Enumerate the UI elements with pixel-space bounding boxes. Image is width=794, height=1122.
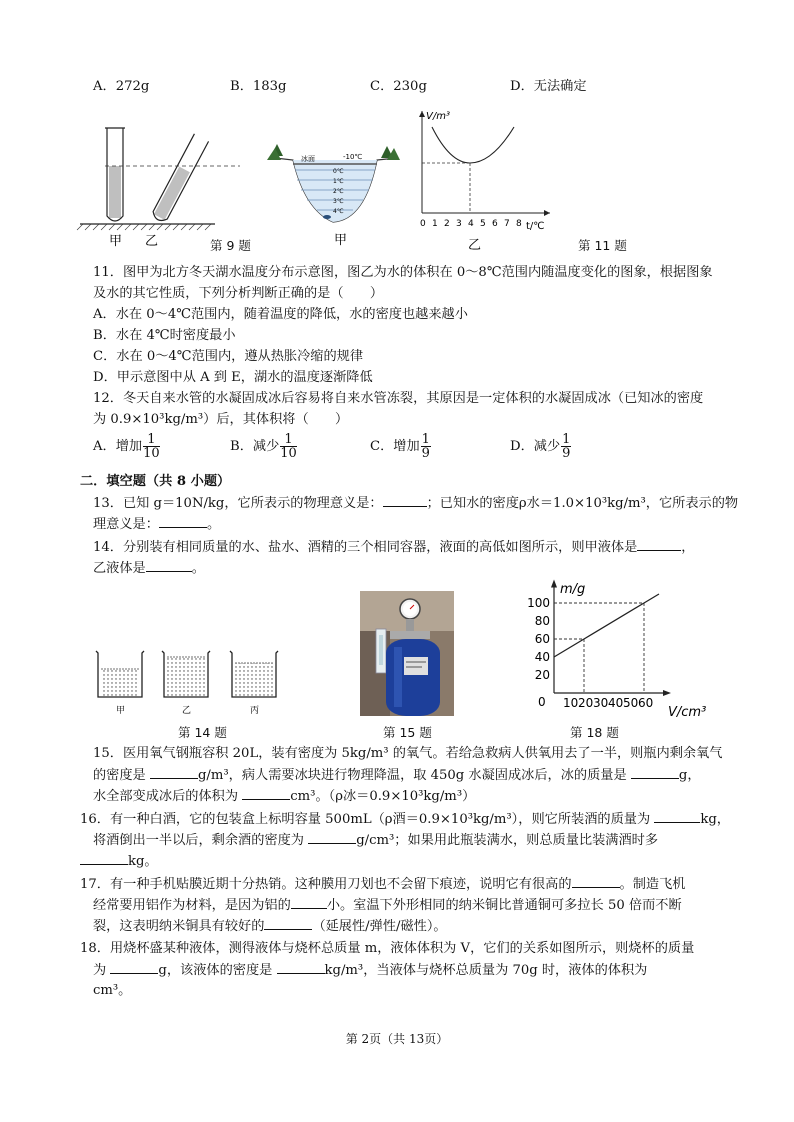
q13-line2: 理意义是： 。 xyxy=(93,513,220,535)
figure-11-volume-graph xyxy=(410,105,560,253)
fig18-caption: 第 18 题 xyxy=(570,725,619,740)
chart-y-tick-label: 20 xyxy=(534,668,550,682)
fig14-caption: 第 14 题 xyxy=(178,725,227,740)
q17-line3: 裂，这表明纳米铜具有较好的 （延展性/弹性/磁性）。 xyxy=(93,915,447,937)
q10-option-a: A．272g xyxy=(93,79,150,94)
q16-line1: 16．有一种白酒，它的包装盒上标明容量 500mL（ρ酒＝0.9×10³kg/m³），则它所装酒的质量为 kg， xyxy=(80,808,730,830)
chart-y-axis-label: m/g xyxy=(560,582,586,597)
svg-text:5: 5 xyxy=(480,219,486,229)
q17-line2: 经常要用铝作为材料，是因为铝的 小。室温下外形相同的纳米铜比普通铜可多拉长 50 倍而不断 xyxy=(93,894,682,916)
fig11-layer-1: 1℃ xyxy=(333,178,344,185)
chart-y-tick-label: 100 xyxy=(527,596,550,610)
fish-icon xyxy=(323,215,331,219)
q11-option-d: D．甲示意图中从 A 到 E，湖水的温度逐渐降低 xyxy=(93,370,373,385)
chart-y-tick-label: 40 xyxy=(534,650,550,664)
fig11-layer-2: 2℃ xyxy=(333,188,344,195)
chart-x-tick-label: 50 xyxy=(623,696,639,710)
fig9-label-yi: 乙 xyxy=(145,234,159,249)
svg-text:7: 7 xyxy=(504,219,510,229)
chart-y-tick-label: 60 xyxy=(534,632,550,646)
q16-line3: kg。 xyxy=(80,850,158,872)
figure-18-mass-volume-chart xyxy=(527,578,720,720)
q12-stem-line2: 为 0.9×10³kg/m³）后，其体积将（ ） xyxy=(93,412,349,427)
q15-line1: 15．医用氧气钢瓶容积 20L，装有密度为 5kg/m³ 的氧气。若给急救病人供氧用去了一半，则瓶内剩余氧气 xyxy=(93,746,723,761)
fig11-ice-label: 冰面 xyxy=(301,155,315,163)
fig11-layer-3: 3℃ xyxy=(333,198,344,205)
fig9-caption: 第 9 题 xyxy=(210,238,251,253)
q15-line2: 的密度是 g/m³，病人需要冰块进行物理降温，取 450g 水凝固成冰后，冰的质量是 g， xyxy=(93,764,701,786)
q12-option-c: C．增加 $\frac{1}{9}$ xyxy=(370,432,430,461)
chart-x-tick-label: 20 xyxy=(578,696,594,710)
chart-x-axis-label: V/cm³ xyxy=(668,705,707,720)
q15-line3: 水全部变成冰后的体积为 cm³。（ρ冰＝0.9×10³kg/m³） xyxy=(93,785,475,807)
q11-option-c: C．水在 0～4℃范围内，遵从热胀冷缩的规律 xyxy=(93,349,364,364)
q11-stem-line2: 及水的其它性质，下列分析判断正确的是（ ） xyxy=(93,286,384,301)
chart-x-tick-label: 30 xyxy=(593,696,609,710)
chart-series-line-0 xyxy=(554,594,659,657)
fig11-temp-label: -10℃ xyxy=(343,153,363,161)
svg-text:6: 6 xyxy=(492,219,498,229)
figure-11-lake xyxy=(265,140,405,250)
fig9-label-jia: 甲 xyxy=(109,234,123,249)
fig14-label-jia: 甲 xyxy=(116,706,126,716)
q11-option-b: B．水在 4℃时密度最小 xyxy=(93,328,236,343)
fig11-caption: 第 11 题 xyxy=(578,238,627,253)
svg-text:2: 2 xyxy=(444,219,450,229)
chart-x-tick-label: 60 xyxy=(638,696,654,710)
chart-x-axis-arrow xyxy=(663,690,671,696)
fig11-layer-0: 0℃ xyxy=(333,168,344,175)
figure-14-beakers xyxy=(90,645,280,720)
q10-option-d: D．无法确定 xyxy=(510,79,587,94)
q14-line2: 乙液体是 。 xyxy=(93,557,205,579)
chart-x-tick-label: 10 xyxy=(563,696,579,710)
fig14-label-yi: 乙 xyxy=(182,706,192,716)
q17-line1: 17．有一种手机贴膜近期十分热销。这种膜用刀划也不会留下痕迹，说明它有很高的 。制造飞机 xyxy=(80,873,685,895)
beaker-bing xyxy=(230,651,278,697)
fig11-t-axis-label: t/℃ xyxy=(526,221,545,232)
chart-x-tick-label: 40 xyxy=(608,696,624,710)
figure-9-test-tubes xyxy=(75,120,250,250)
q12-stem-line1: 12．冬天自来水管的水凝固成冰后容易将自来水管冻裂，其原因是一定体积的水凝固成冰（已知冰的密度 xyxy=(93,391,704,406)
beaker-yi xyxy=(162,651,210,697)
svg-text:4: 4 xyxy=(468,219,474,229)
q18-line3: cm³。 xyxy=(93,983,132,998)
fig11-label-yi: 乙 xyxy=(468,238,482,253)
fig14-label-bing: 丙 xyxy=(250,706,260,716)
svg-text:3: 3 xyxy=(456,219,462,229)
q12-option-b: B．减少 $\frac{1}{10}$ xyxy=(230,432,297,461)
fig11-v-axis-label: V/m³ xyxy=(426,111,450,122)
svg-text:0: 0 xyxy=(420,219,426,229)
q10-option-c: C．230g xyxy=(370,79,427,94)
svg-text:1: 1 xyxy=(432,219,438,229)
beaker-jia xyxy=(96,651,144,697)
chart-origin-label: 0 xyxy=(538,695,546,709)
fig11-ticks xyxy=(420,219,522,229)
fig11-layer-4: 4℃ xyxy=(333,208,344,215)
q11-stem-line1: 11．图甲为北方冬天湖水温度分布示意图，图乙为水的体积在 0～8℃范围内随温度变化的图象，根据图象 xyxy=(93,265,713,280)
q12-option-a: A．增加 $\frac{1}{10}$ xyxy=(93,432,160,461)
section-2-heading: 二．填空题（共 8 小题） xyxy=(80,474,231,489)
q16-line2: 将酒倒出一半以后，剩余酒的密度为 g/cm³；如果用此瓶装满水，则总质量比装满酒时多 xyxy=(93,829,658,851)
fig15-caption: 第 15 题 xyxy=(383,725,432,740)
chart-y-axis-arrow xyxy=(551,580,557,588)
q10-option-b: B．183g xyxy=(230,79,287,94)
q14-line1: 14．分别装有相同质量的水、盐水、酒精的三个相同容器，液面的高低如图所示，则甲液体是 ， xyxy=(93,536,694,558)
page-footer: 第 2页（共 13页） xyxy=(345,1032,449,1046)
figure-15-oxygen-cylinder-photo xyxy=(360,591,454,716)
chart-y-tick-label: 80 xyxy=(534,614,550,628)
fig11-label-jia: 甲 xyxy=(334,233,348,248)
q18-line1: 18．用烧杯盛某种液体，测得液体与烧杯总质量 m，液体体积为 V，它们的关系如图所示，则烧杯的质量 xyxy=(80,941,695,956)
q18-line2: 为 g，该液体的密度是 kg/m³，当液体与烧杯总质量为 70g 时，液体的体积为 xyxy=(93,959,647,981)
q12-option-d: D．减少 $\frac{1}{9}$ xyxy=(510,432,571,461)
svg-text:8: 8 xyxy=(516,219,522,229)
q11-option-a: A．水在 0～4℃范围内，随着温度的降低，水的密度也越来越小 xyxy=(93,307,468,322)
q13-line1: 13．已知 g＝10N/kg，它所表示的物理意义是： ；已知水的密度ρ水＝1.0×10³kg/m³，它所表示的物 xyxy=(93,492,738,514)
